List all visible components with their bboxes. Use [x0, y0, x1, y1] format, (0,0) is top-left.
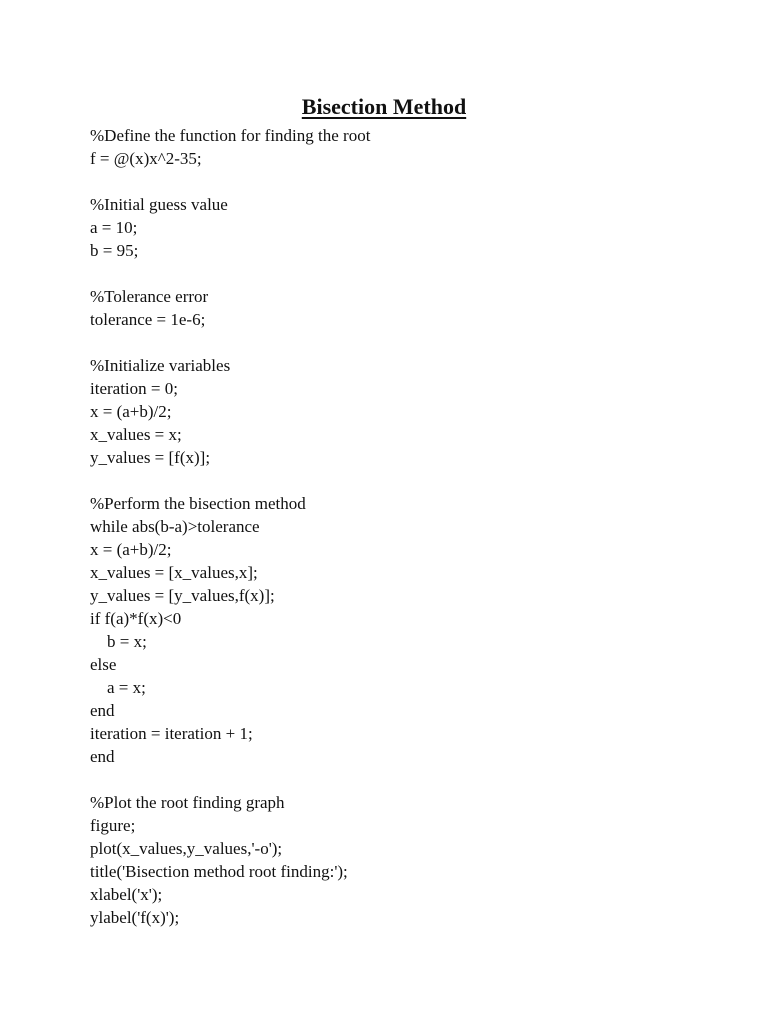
blank-line	[90, 170, 730, 193]
code-line: y_values = [y_values,f(x)];	[90, 586, 275, 605]
code-line: b = 95;	[90, 241, 139, 260]
code-line: if f(a)*f(x)<0	[90, 609, 182, 628]
code-line: else	[90, 655, 117, 674]
code-line: iteration = 0;	[90, 379, 178, 398]
code-line: figure;	[90, 816, 136, 835]
code-block	[90, 124, 730, 929]
code-line: %Define the function for finding the root	[90, 126, 371, 145]
code-line: end	[90, 701, 115, 720]
code-line: xlabel('x');	[90, 885, 163, 904]
code-line: x_values = x;	[90, 425, 182, 444]
code-line: x_values = [x_values,x];	[90, 563, 258, 582]
code-line: %Perform the bisection method	[90, 494, 306, 513]
blank-line	[90, 469, 730, 492]
code-line: %Tolerance error	[90, 287, 209, 306]
code-line: title('Bisection method root finding:');	[90, 862, 348, 881]
document-title: Bisection Method	[301, 94, 467, 119]
code-line: x = (a+b)/2;	[90, 540, 172, 559]
code-line: end	[90, 747, 115, 766]
code-line: %Plot the root finding graph	[90, 793, 285, 812]
code-line: a = x;	[107, 678, 146, 697]
blank-line	[90, 262, 730, 285]
code-line: iteration = iteration + 1;	[90, 724, 253, 743]
code-line: ylabel('f(x)');	[90, 908, 180, 927]
code-line: while abs(b-a)>tolerance	[90, 517, 260, 536]
code-line: f = @(x)x^2-35;	[90, 149, 202, 168]
code-line: %Initial guess value	[90, 195, 228, 214]
blank-line	[90, 331, 730, 354]
code-line: tolerance = 1e-6;	[90, 310, 206, 329]
blank-line	[90, 768, 730, 791]
code-line: b = x;	[107, 632, 147, 651]
code-line: y_values = [f(x)];	[90, 448, 211, 467]
code-line: %Initialize variables	[90, 356, 231, 375]
code-line: x = (a+b)/2;	[90, 402, 172, 421]
code-line: plot(x_values,y_values,'-o');	[90, 839, 283, 858]
code-line: a = 10;	[90, 218, 138, 237]
